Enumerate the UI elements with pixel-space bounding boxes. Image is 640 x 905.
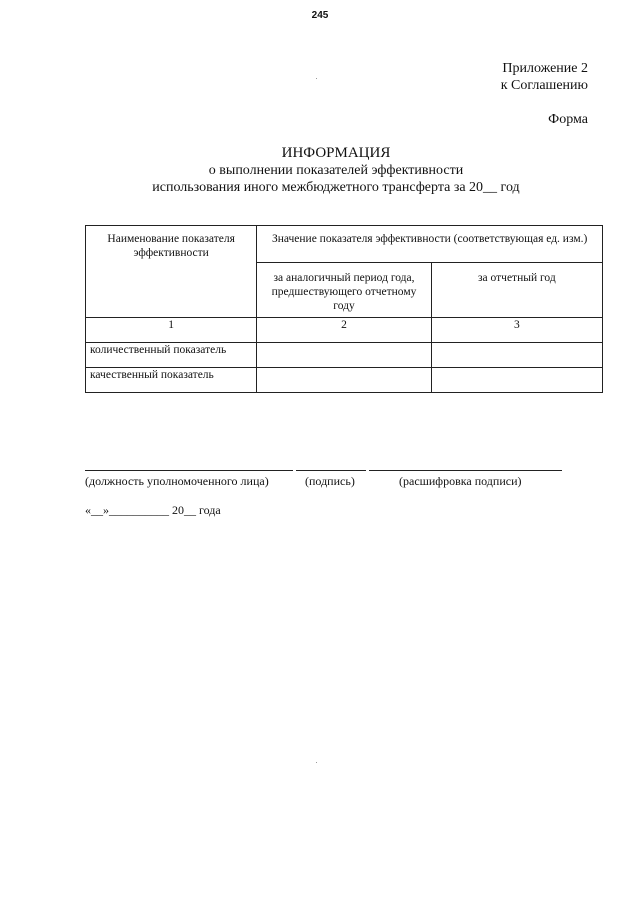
document-title — [0, 145, 640, 196]
title-main: ИНФОРМАЦИЯ — [281, 145, 391, 161]
appendix-line-1: Приложение 2 — [502, 61, 588, 76]
row-name-quantitative: количественный показатель — [86, 343, 257, 368]
column-number-1: 1 — [86, 318, 257, 343]
signature-decode-line[interactable] — [369, 470, 562, 471]
row-name-qualitative: качественный показатель — [86, 368, 257, 393]
table-header-row — [86, 226, 603, 263]
position-signature-line[interactable] — [85, 470, 293, 471]
appendix-reference — [501, 60, 588, 94]
scan-speck — [316, 762, 317, 763]
column-number-3: 3 — [431, 318, 602, 343]
position-caption: (должность уполномоченного лица) — [85, 474, 269, 488]
scan-speck — [316, 78, 317, 79]
row-prev-value[interactable] — [257, 368, 431, 393]
decode-caption: (расшифровка подписи) — [399, 474, 522, 488]
row-prev-value[interactable] — [257, 343, 431, 368]
row-current-value[interactable] — [431, 368, 602, 393]
sign-caption: (подпись) — [305, 474, 355, 488]
header-indicator-value: Значение показателя эффективности (соответствующая ед. изм.) — [257, 226, 603, 263]
subheader-reporting-year: за отчетный год — [431, 263, 602, 318]
header-indicator-name: Наименование показателя эффективности — [86, 226, 257, 318]
signature-line[interactable] — [296, 470, 366, 471]
subheader-previous-period: за аналогичный период года, предшествующего отчетному году — [257, 263, 431, 318]
column-number-row — [86, 318, 603, 343]
title-line-3: использования иного межбюджетного трансферта за 20__ год — [152, 180, 520, 195]
table-row — [86, 368, 603, 393]
form-label: Форма — [548, 112, 588, 127]
appendix-line-2: к Соглашению — [500, 78, 588, 93]
date-field: «__»__________ 20__ года — [85, 503, 221, 517]
title-line-2: о выполнении показателей эффективности — [208, 163, 464, 178]
indicators-table — [85, 225, 603, 393]
table-row — [86, 343, 603, 368]
row-current-value[interactable] — [431, 343, 602, 368]
page-number: 245 — [311, 10, 329, 21]
column-number-2: 2 — [257, 318, 431, 343]
